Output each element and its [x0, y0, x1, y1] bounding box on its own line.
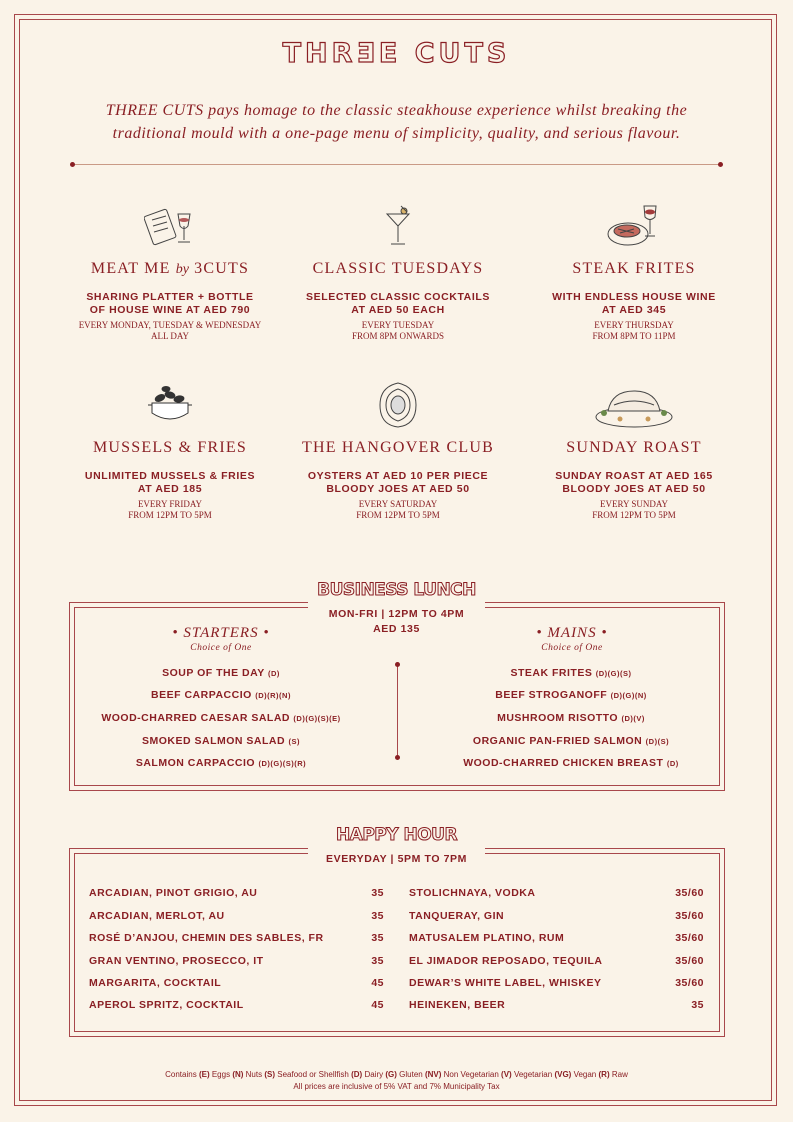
offer-schedule: EVERY MONDAY, TUESDAY & WEDNESDAY ALL DAY [78, 320, 262, 341]
intro-text [100, 99, 693, 145]
drink-price: 35 [371, 955, 384, 967]
legend-code: (S) [264, 1070, 276, 1079]
drink-name: ROSÉ D’ANJOU, CHEMIN DES SABLES, FR [89, 932, 324, 944]
offer-title: MUSSELS & FRIES [92, 439, 248, 456]
dish-name: WOOD-CHARRED CHICKEN BREAST [463, 757, 664, 769]
divider-dot-left [70, 162, 75, 167]
dish-name: SALMON CARPACCIO [135, 757, 256, 769]
offer-schedule: EVERY THURSDAY FROM 8PM TO 11PM [592, 320, 676, 341]
platter-wine-icon [55, 200, 285, 250]
legend-label: Gluten [399, 1070, 423, 1079]
offer-deal: SUNDAY ROAST AT AED 165 BLOODY JOES AT AED 50 [555, 470, 713, 495]
offer-title-by: by [175, 262, 189, 277]
drink-price: 35/60 [675, 955, 704, 967]
offer-title: THE HANGOVER CLUB [302, 439, 494, 456]
dish-tags: (D)(G)(S) [595, 669, 632, 678]
starter-item [71, 757, 371, 769]
roast-chicken-icon [519, 379, 749, 429]
dish-tags: (D)(G)(N) [610, 691, 647, 700]
legend-code: (R) [598, 1070, 610, 1079]
legend-code: (N) [232, 1070, 244, 1079]
mains-subtitle: Choice of One [541, 643, 603, 653]
business-lunch-title: BUSINESS LUNCH [317, 580, 476, 600]
legend-label: Raw [611, 1070, 628, 1079]
offer-hangover-club [283, 379, 513, 521]
legend-label: Eggs [211, 1070, 231, 1079]
divider-dot-bottom [395, 755, 400, 760]
drink-price: 35 [691, 999, 704, 1011]
main-item [421, 735, 721, 747]
dish-tags: (S) [288, 737, 300, 746]
offer-deal: SELECTED CLASSIC COCKTAILS AT AED 50 EACH [306, 291, 490, 316]
allergen-legend [0, 1069, 793, 1080]
drink-price: 35/60 [675, 887, 704, 899]
drink-name: GRAN VENTINO, PROSECCO, IT [89, 955, 264, 967]
logo: THRƎE CUTS [282, 38, 511, 69]
legend-label: Non Vegetarian [443, 1070, 499, 1079]
dish-tags: (D)(V) [621, 714, 645, 723]
drink-name: EL JIMADOR REPOSADO, TEQUILA [409, 955, 603, 967]
drink-name: MARGARITA, COCKTAIL [89, 977, 222, 989]
offer-deal: WITH ENDLESS HOUSE WINE AT AED 345 [552, 291, 716, 316]
dish-tags: (D) [666, 759, 679, 768]
offer-classic-tuesdays [283, 200, 513, 342]
vat-note: All prices are inclusive of 5% VAT and 7% Municipality Tax [293, 1082, 500, 1091]
dish-name: SOUP OF THE DAY [162, 667, 265, 679]
legend-label: Dairy [364, 1070, 384, 1079]
dish-name: MUSHROOM RISOTTO [497, 712, 619, 724]
drink-name: ARCADIAN, MERLOT, AU [89, 910, 225, 922]
business-lunch-hours: MON-FRI | 12PM TO 4PM [328, 608, 465, 620]
offer-deal: SHARING PLATTER + BOTTLE OF HOUSE WINE AT AED 790 [86, 291, 254, 316]
offer-deal: UNLIMITED MUSSELS & FRIES AT AED 185 [84, 470, 256, 495]
offer-steak-frites [519, 200, 749, 342]
starter-item [71, 712, 371, 724]
dish-name: ORGANIC PAN-FRIED SALMON [472, 735, 643, 747]
happy-hour-hours: EVERYDAY | 5PM TO 7PM [326, 853, 467, 865]
offer-title: SUNDAY ROAST [566, 439, 702, 456]
dish-name: BEEF STROGANOFF [495, 689, 608, 701]
legend-label: Seafood or Shellfish [277, 1070, 349, 1079]
drink-price: 35/60 [675, 977, 704, 989]
steak-wine-icon [519, 200, 749, 250]
legend-label: Vegetarian [513, 1070, 553, 1079]
drink-price: 35 [371, 910, 384, 922]
offer-title: CLASSIC TUESDAYS [312, 260, 484, 277]
starter-item [71, 667, 371, 679]
drink-price: 35 [371, 887, 384, 899]
offer-schedule: EVERY TUESDAY FROM 8PM ONWARDS [351, 320, 445, 341]
happy-hour-title: HAPPY HOUR [335, 825, 458, 845]
mains-heading [472, 625, 672, 653]
dish-name: BEEF CARPACCIO [151, 689, 252, 701]
offer-deal: OYSTERS AT AED 10 PER PIECE BLOODY JOES AT AED 50 [307, 470, 489, 495]
offer-title-a: MEAT ME [90, 260, 176, 277]
divider-dot-top [395, 662, 400, 667]
mains-title: • MAINS • [536, 625, 608, 641]
offer-schedule: EVERY FRIDAY FROM 12PM TO 5PM [128, 499, 212, 520]
legend-code: (NV) [424, 1070, 442, 1079]
intro-brand: THREE CUTS [105, 102, 204, 119]
divider-rule [73, 164, 721, 165]
offer-sunday-roast [519, 379, 749, 521]
menu-column-divider [397, 665, 398, 758]
drink-name: TANQUERAY, GIN [409, 910, 505, 922]
drink-price: 35/60 [675, 910, 704, 922]
main-item [421, 667, 721, 679]
dish-name: STEAK FRITES [510, 667, 593, 679]
intro-body: pays homage to the classic steakhouse experience whilst breaking the traditional mould with a one-page menu of simplicity, quality, and serious flavour. [112, 102, 688, 142]
dish-tags: (D)(G)(S)(E) [293, 714, 341, 723]
legend-code: (G) [385, 1070, 397, 1079]
offer-meat-me [55, 200, 285, 342]
legend-label: Vegan [573, 1070, 597, 1079]
business-lunch-price: AED 135 [373, 623, 420, 635]
legend-contains: Contains [165, 1070, 197, 1079]
drink-price: 35/60 [675, 932, 704, 944]
drink-name: MATUSALEM PLATINO, RUM [409, 932, 565, 944]
cocktail-glass-icon [283, 200, 513, 250]
dish-tags: (D)(S) [645, 737, 670, 746]
legend-code: (VG) [554, 1070, 572, 1079]
drink-name: APEROL SPRITZ, COCKTAIL [89, 999, 244, 1011]
drink-price: 45 [371, 999, 384, 1011]
offer-title [55, 260, 285, 278]
main-item [421, 757, 721, 769]
dish-tags: (D)(G)(S)(R) [258, 759, 307, 768]
offer-schedule: EVERY SUNDAY FROM 12PM TO 5PM [592, 499, 676, 520]
legend-code: (E) [198, 1070, 210, 1079]
starters-subtitle: Choice of One [190, 643, 252, 653]
offer-mussels-fries [55, 379, 285, 521]
drink-name: STOLICHNAYA, VODKA [409, 887, 536, 899]
dish-tags: (D) [267, 669, 280, 678]
drink-name: HEINEKEN, BEER [409, 999, 506, 1011]
legend-code: (D) [351, 1070, 363, 1079]
dish-name: SMOKED SALMON SALAD [141, 735, 286, 747]
mussels-pot-icon [55, 379, 285, 429]
offer-title: STEAK FRITES [572, 260, 696, 277]
starters-title: • STARTERS • [172, 625, 270, 641]
starter-item [71, 689, 371, 701]
starter-item [71, 735, 371, 747]
offer-schedule: EVERY SATURDAY FROM 12PM TO 5PM [356, 499, 440, 520]
dish-name: WOOD-CHARRED CAESAR SALAD [101, 712, 290, 724]
offer-title-b: 3CUTS [188, 260, 250, 277]
oyster-icon [283, 379, 513, 429]
divider-dot-right [718, 162, 723, 167]
drink-price: 45 [371, 977, 384, 989]
starters-heading [121, 625, 321, 653]
legend-code: (V) [501, 1070, 512, 1079]
dish-tags: (D)(R)(N) [255, 691, 291, 700]
legend-label: Nuts [245, 1070, 263, 1079]
main-item [421, 712, 721, 724]
drink-name: ARCADIAN, PINOT GRIGIO, AU [89, 887, 258, 899]
main-item [421, 689, 721, 701]
drink-name: DEWAR’S WHITE LABEL, WHISKEY [409, 977, 602, 989]
drink-price: 35 [371, 932, 384, 944]
